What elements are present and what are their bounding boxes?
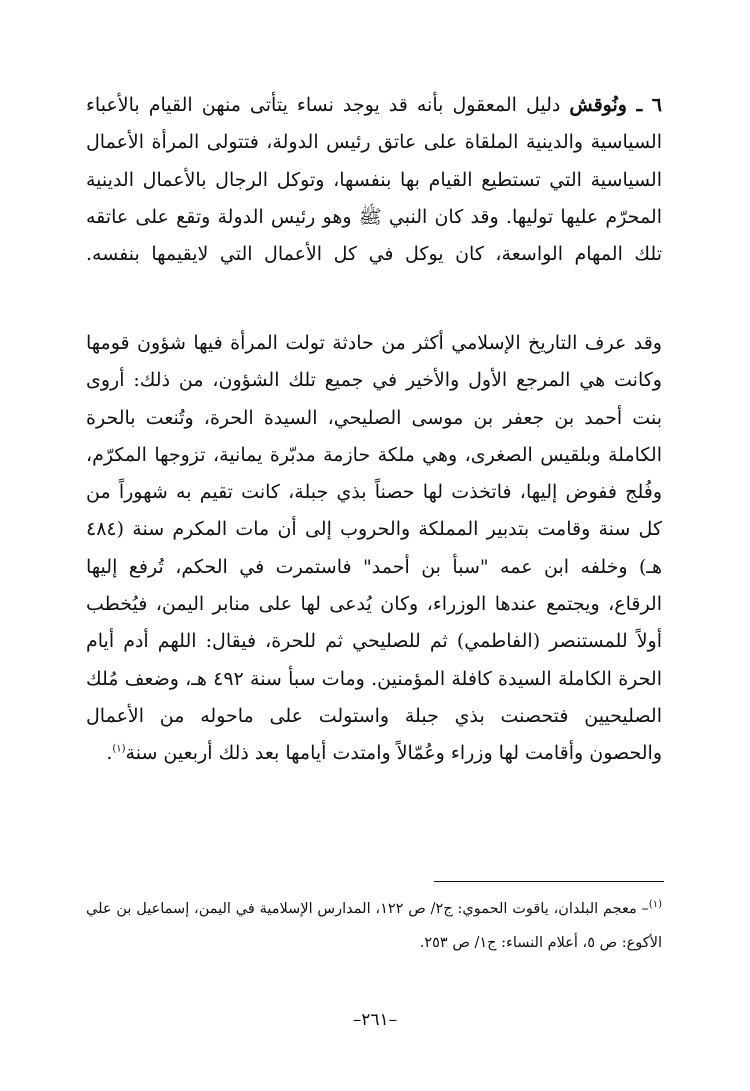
- paragraph-history-end: .: [106, 742, 113, 765]
- page-number: –٢٦١–: [352, 1010, 398, 1030]
- paragraph-history: [86, 325, 662, 773]
- point-lead: ٦ ـ ونُوقش: [569, 94, 662, 116]
- footnote-separator: [434, 881, 664, 882]
- paragraph-refutation: [86, 87, 662, 273]
- paragraph-refutation-text: دليل المعقول بأنه قد يوجد نساء يتأتى منهن القيام بالأعباء السياسية والدينية الملقاة على عاتق رئيس الدولة، فتتولى المرأة الأعمال السياسية التي تستطيع القيام بها بنفسها، وتوكل الرجال بالأعمال الدينية المحرّم عليها توليها. وقد كان النبي ﷺ وهو رئيس الدولة وتقع على عاتقه تلك المهام الواسعة، كان يوكل في كل الأعمال التي لايقيمها بنفسه.: [86, 94, 662, 266]
- footnote: [86, 892, 662, 960]
- footnote-marker: (١): [648, 899, 662, 911]
- footnote-reference: (١): [112, 743, 126, 755]
- paragraph-history-text: وقد عرف التاريخ الإسلامي أكثر من حادثة تولت المرأة فيها شؤون قومها وكانت هي المرجع الأول والأخير في جميع تلك الشؤون، من ذلك: أروى بنت أحمد بن جعفر بن موسى الصليحي، السيدة الحرة، وتُنعت بالحرة الكاملة وبلقيس الصغرى، وهي ملكة حازمة مدبّرة يمانية، تزوجها المكرّم، وفُلج ففوض إليها، فاتخذت لها حصناً بذي جبلة، كانت تقيم به شهوراً من كل سنة وقامت بتدبير المملكة والحروب إلى أن مات المكرم سنة (٤٨٤ هـ) وخلفه ابن عمه "سبأ بن أحمد" فاستمرت في الحكم، تُرفع إليها الرقاع، ويجتمع عندها الوزراء، وكان يُدعى لها على منابر اليمن، فيُخطب أولاً للمستنصر (الفاطمي) ثم للصليحي ثم للحرة، فيقال: اللهم أدم أيام الحرة الكاملة السيدة كافلة المؤمنين. ومات سبأ سنة ٤٩٢ هـ، وضعف مُلك الصليحيين فتحصنت بذي جبلة واستولت على ماحوله من الأعمال والحصون وأقامت لها وزراء وعُمّالاً وامتدت أيامها بعد ذلك أربعين سنة: [86, 332, 662, 765]
- footnote-text: – معجم البلدان، ياقوت الحموي: ج٢/ ص ١٢٢، المدارس الإسلامية في اليمن، إسماعيل بن علي الأكوع: ص ٥، أعلام النساء: ج١/ ص ٢٥٣.: [86, 901, 662, 951]
